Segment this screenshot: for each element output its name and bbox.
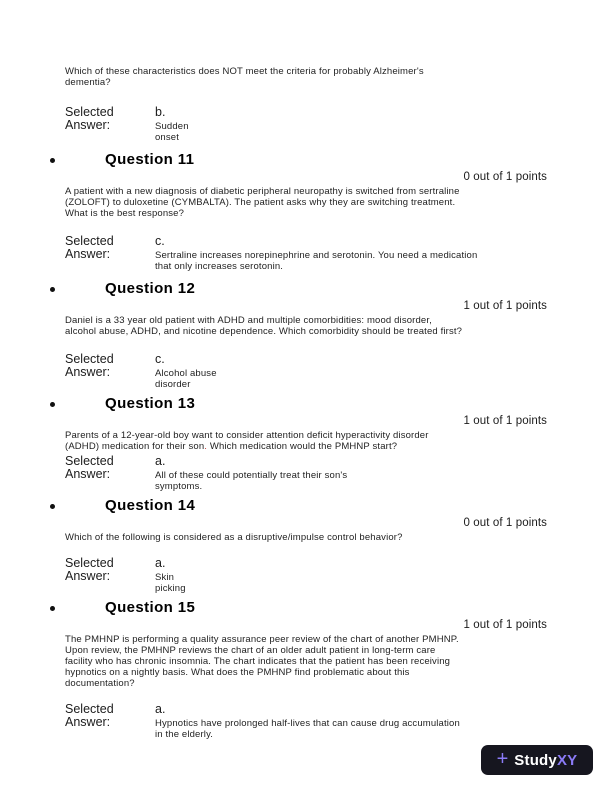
question-block-12 [0, 280, 612, 390]
selected-answer-row [65, 353, 612, 390]
answer-column [155, 557, 186, 594]
body-line: Which of these characteristics does NOT meet the criteria for probably Alzheimer's [65, 66, 424, 77]
selected-answer-row [65, 455, 612, 492]
answer-column [155, 106, 189, 143]
answer-text [155, 470, 347, 492]
question-body [65, 66, 612, 88]
question-block-13 [0, 395, 612, 492]
answer-letter: a. [155, 702, 166, 716]
answer-letter: a. [155, 556, 166, 570]
selected-label-line: Selected [65, 454, 114, 468]
selected-label-line: Answer: [65, 569, 111, 583]
bullet-icon [50, 158, 55, 163]
selected-label-line: Answer: [65, 467, 111, 481]
question-points: 0 out of 1 points [463, 517, 547, 529]
body-line: What is the best response? [65, 208, 185, 219]
selected-answer-row [65, 235, 612, 272]
selected-label-line: Selected [65, 556, 114, 570]
question-body [65, 430, 612, 452]
question-title: Question 14 [105, 497, 196, 514]
selected-answer-row [65, 106, 612, 143]
answer-column [155, 235, 477, 272]
answer-line: Skin [155, 572, 175, 583]
question-block-15 [0, 599, 612, 740]
answer-line: Sudden [155, 121, 189, 132]
answer-letter: c. [155, 352, 165, 366]
plus-icon: + [496, 748, 509, 770]
question-title: Question 13 [105, 395, 196, 412]
answer-text [155, 368, 217, 390]
body-line: Daniel is a 33 year old patient with ADHD and multiple comorbidities: mood disorder, [65, 315, 432, 326]
question-heading-row [105, 151, 612, 169]
answer-text [155, 121, 189, 143]
brand-name-accent: XY [556, 751, 578, 769]
body-line: A patient with a new diagnosis of diabetic peripheral neuropathy is switched from sertraline [65, 186, 460, 197]
bullet-icon [50, 606, 55, 611]
selected-label-line: Answer: [65, 247, 111, 261]
question-heading-row [105, 599, 612, 617]
question-heading-row [105, 280, 612, 298]
body-line: Upon review, the PMHNP reviews the chart of an older adult patient in long-term care [65, 645, 436, 656]
body-line: Parents of a 12-year-old boy want to consider attention deficit hyperactivity disorder [65, 430, 429, 441]
body-line: The PMHNP is performing a quality assurance peer review of the chart of another PMHNP. [65, 634, 459, 645]
body-line: (ZOLOFT) to duloxetine (CYMBALTA). The patient asks why they are switching treatment. [65, 197, 456, 208]
body-text-segment: Which medication would the PMHNP start? [207, 441, 398, 452]
answer-line: onset [155, 132, 179, 143]
selected-answer-label [65, 557, 155, 594]
selected-answer-label [65, 703, 155, 740]
question-body [65, 634, 612, 689]
selected-label-line: Selected [65, 702, 114, 716]
question-body [65, 532, 612, 543]
answer-line: that only increases serotonin. [155, 261, 284, 272]
body-line: documentation? [65, 678, 135, 689]
selected-answer-label [65, 455, 155, 492]
selected-label-line: Answer: [65, 118, 111, 132]
body-line: alcohol abuse, ADHD, and nicotine dependence. Which comorbidity should be treated first? [65, 326, 463, 337]
question-title: Question 15 [105, 599, 196, 616]
body-line: hypnotics on a nightly basis. What does the PMHNP find problematic about this [65, 667, 410, 678]
selected-label-line: Answer: [65, 715, 111, 729]
red-period: . [204, 441, 208, 452]
selected-answer-label [65, 235, 155, 272]
answer-line: All of these could potentially treat their son's [155, 470, 348, 481]
question-block-14 [0, 497, 612, 594]
answer-line: Alcohol abuse [155, 368, 217, 379]
answer-letter: b. [155, 105, 166, 119]
answer-letter: c. [155, 234, 165, 248]
question-points: 1 out of 1 points [463, 300, 547, 312]
answer-line: picking [155, 583, 186, 594]
question-points: 1 out of 1 points [463, 619, 547, 631]
body-text-segment: (ADHD) medication for their son [65, 441, 205, 452]
question-body [65, 315, 612, 337]
question-body [65, 186, 612, 219]
selected-label-line: Answer: [65, 365, 111, 379]
bullet-icon [50, 504, 55, 509]
selected-label-line: Selected [65, 105, 114, 119]
answer-column [155, 455, 347, 492]
body-line: facility who has chronic insomnia. The chart indicates that the patient has been receiving [65, 656, 451, 667]
question-continuation-block [0, 66, 612, 143]
brand-name [514, 752, 577, 769]
answer-line: Sertraline increases norepinephrine and serotonin. You need a medication [155, 250, 478, 261]
question-heading-row [105, 497, 612, 515]
question-title: Question 11 [105, 151, 195, 168]
question-title: Question 12 [105, 280, 196, 297]
selected-label-line: Selected [65, 234, 114, 248]
answer-text [155, 718, 460, 740]
body-line [65, 441, 612, 452]
selected-answer-row [65, 703, 612, 740]
answer-text [155, 250, 477, 272]
answer-letter: a. [155, 454, 166, 468]
answer-line: symptoms. [155, 481, 203, 492]
selected-answer-label [65, 353, 155, 390]
selected-answer-label [65, 106, 155, 143]
answer-column [155, 353, 217, 390]
body-line: dementia? [65, 77, 111, 88]
bullet-icon [50, 287, 55, 292]
answer-text [155, 572, 186, 594]
answer-line: Hypnotics have prolonged half-lives that can cause drug accumulation [155, 718, 460, 729]
question-points: 0 out of 1 points [463, 171, 547, 183]
selected-answer-row [65, 557, 612, 594]
question-block-11 [0, 151, 612, 272]
studyxy-badge [481, 745, 593, 775]
question-points: 1 out of 1 points [463, 415, 547, 427]
answer-line: disorder [155, 379, 191, 390]
selected-label-line: Selected [65, 352, 114, 366]
question-heading-row [105, 395, 612, 413]
answer-line: in the elderly. [155, 729, 214, 740]
answer-column [155, 703, 460, 740]
bullet-icon [50, 402, 55, 407]
body-line: Which of the following is considered as a disruptive/impulse control behavior? [65, 532, 403, 543]
brand-name-primary: Study [514, 751, 557, 769]
